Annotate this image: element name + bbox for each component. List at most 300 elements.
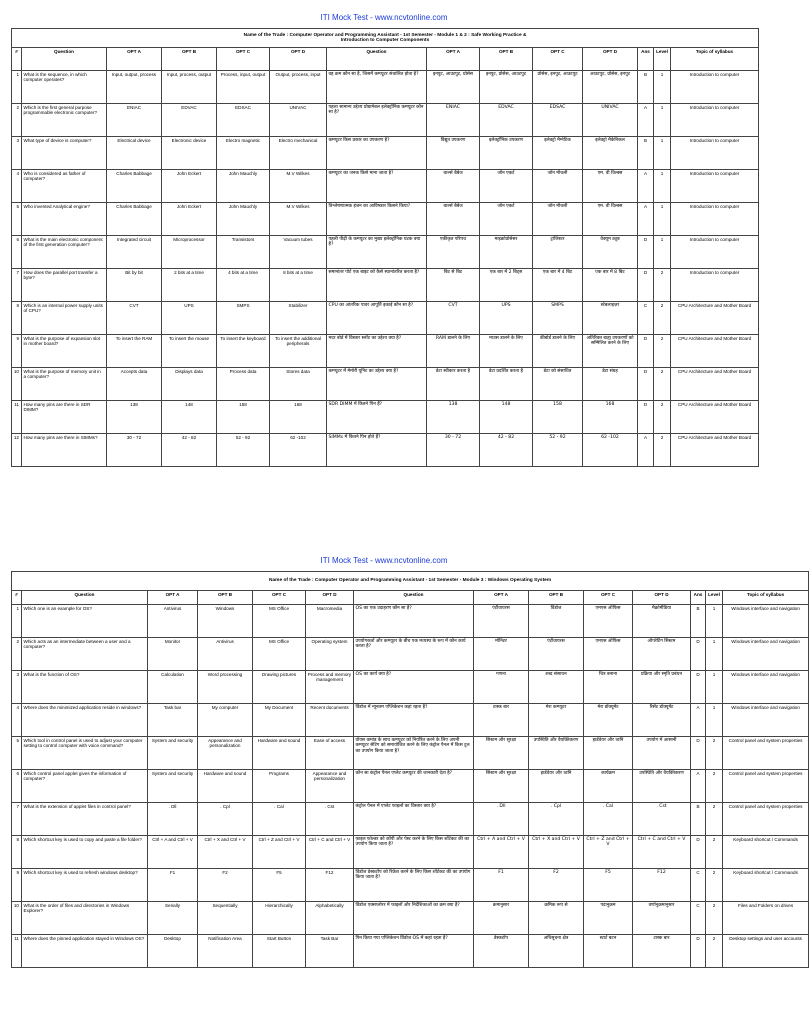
table-cell: 4 bits at a time xyxy=(217,269,270,302)
table-cell: How does the parallel port transfer a byte? xyxy=(22,269,107,302)
table-row xyxy=(12,935,809,968)
table-row xyxy=(12,704,809,737)
table-cell: 2 xyxy=(654,368,671,401)
table-cell: 10 xyxy=(12,368,22,401)
table-cell: ENIAC xyxy=(427,104,480,137)
table-cell: OS का एक उदाहरण कौन सा है? xyxy=(354,605,474,638)
table-cell: प्रोसेस, इनपुट, आउटपुट xyxy=(533,71,583,104)
table-cell: F5 xyxy=(253,869,306,902)
table-row xyxy=(12,104,759,137)
column-header: OPT C xyxy=(253,591,306,605)
table-cell: Antivirus xyxy=(148,605,198,638)
table-cell: What is the purpose of expansion slot in mother board? xyxy=(22,335,107,368)
table-cell: विंडोज एक्सप्लोरर में फाइलों और निर्देशिकाओं का क्रम क्या है? xyxy=(354,902,474,935)
table-cell: Alphabetically xyxy=(306,902,354,935)
table-cell: Windows interface and navigation xyxy=(723,638,809,671)
table-cell: C xyxy=(691,902,706,935)
table-cell: Calculation xyxy=(148,671,198,704)
table-cell: D xyxy=(638,335,654,368)
table-cell: Desktop settings and user accounts xyxy=(723,935,809,968)
table-cell: जॉन मौचली xyxy=(533,170,583,203)
table-cell: D xyxy=(691,638,706,671)
table-cell: Introduction to computer xyxy=(671,269,759,302)
table-cell: CVT xyxy=(107,302,162,335)
table-cell: What is the main electronic component of the first generation computer? xyxy=(22,236,107,269)
table-cell: Input, process, output xyxy=(162,71,217,104)
column-header: OPT B xyxy=(198,591,253,605)
table-cell: Windows interface and navigation xyxy=(723,671,809,704)
table-cell: 2 xyxy=(706,803,723,836)
table-row xyxy=(12,170,759,203)
table-cell: 2 bits at a time xyxy=(162,269,217,302)
table-cell: 2 xyxy=(706,737,723,770)
table-cell: 8 bits at a time xyxy=(270,269,327,302)
table-cell: Control panel and system properties xyxy=(723,803,809,836)
table-cell: Transistors xyxy=(217,236,270,269)
table-cell: 2 xyxy=(706,869,723,902)
header-row xyxy=(12,591,809,605)
table-cell: SMPS xyxy=(217,302,270,335)
column-header: Question xyxy=(354,591,474,605)
table-cell: 8 xyxy=(12,836,22,869)
table-cell: Process, input, output xyxy=(217,71,270,104)
table-cell: F12 xyxy=(633,869,691,902)
table-cell: उपयोग में आसानी xyxy=(633,737,691,770)
table-cell: Task bar xyxy=(148,704,198,737)
table-cell: Introduction to computer xyxy=(671,104,759,137)
table-cell: इनपुट, प्रोसेस, आउटपुट xyxy=(480,71,533,104)
table-cell: 11 xyxy=(12,935,22,968)
table-cell: 7 xyxy=(12,269,22,302)
table-cell: Introduction to computer xyxy=(671,236,759,269)
table-cell: 52 - 92 xyxy=(533,434,583,467)
table-cell: क्रमानुसार xyxy=(474,902,529,935)
table-cell: UNIVAC xyxy=(583,104,638,137)
table-cell: System and security xyxy=(148,770,198,803)
table-cell: Who is considered as father of computer? xyxy=(22,170,107,203)
table-cell: 1 xyxy=(706,638,723,671)
table-cell: . Cpl xyxy=(529,803,584,836)
column-header: OPT C xyxy=(533,48,583,71)
table-cell: 12 xyxy=(12,434,22,467)
table-cell: Which is an internal power supply units of CPU? xyxy=(22,302,107,335)
table-cell: माइक्रोप्रोसेसर xyxy=(480,236,533,269)
table-cell: Introduction to computer xyxy=(671,203,759,236)
table-cell: B xyxy=(638,71,654,104)
table-cell: To insert the keyboard xyxy=(217,335,270,368)
table-row xyxy=(12,236,759,269)
table-cell: एम. वी विल्क्स xyxy=(583,170,638,203)
table-cell: 4 xyxy=(12,704,22,737)
table-cell: . Cst xyxy=(633,803,691,836)
table-cell: Ctrl + Z and Ctrl + V xyxy=(253,836,306,869)
table-cell: Windows interface and navigation xyxy=(723,605,809,638)
column-header: Question xyxy=(327,48,427,71)
table-cell: What is the sequence, in which computer operates? xyxy=(22,71,107,104)
table-cell: 2 xyxy=(706,770,723,803)
table-cell: वैक्यूम ट्यूब xyxy=(583,236,638,269)
table-cell: Desktop xyxy=(148,935,198,968)
table-cell: 42 - 82 xyxy=(162,434,217,467)
table-cell: Which shortcut key is used to copy and paste a file folder? xyxy=(22,836,148,869)
table-cell: Monitor xyxy=(148,638,198,671)
table-cell: CPU Architecture and Mother Board xyxy=(671,401,759,434)
table-cell: रिसेंट डॉक्यूमेंट xyxy=(633,704,691,737)
table-cell: 42 - 82 xyxy=(480,434,533,467)
table-cell: OS का कार्य क्या है? xyxy=(354,671,474,704)
table-cell: कीबोर्ड डालने के लिए xyxy=(533,335,583,368)
table-cell: Notification Area xyxy=(198,935,253,968)
table-cell: इलेक्ट्रॉनिक उपकरण xyxy=(480,137,533,170)
table-cell: Vacuum tubes xyxy=(270,236,327,269)
table-cell: . Cal xyxy=(253,803,306,836)
table-cell: Which shortcut key is used to refresh windows desktop? xyxy=(22,869,148,902)
table-cell: Ctrl + C and Ctrl + V xyxy=(633,836,691,869)
table-cell: How many pins are there in SIMMs? xyxy=(22,434,107,467)
table-row xyxy=(12,401,759,434)
table-cell: Charles Babbage xyxy=(107,170,162,203)
table-cell: System and security xyxy=(148,737,198,770)
table-row xyxy=(12,869,809,902)
table-cell: 9 xyxy=(12,869,22,902)
table-cell: EDVAC xyxy=(162,104,217,137)
table-cell: SDR DIMM में कितने पिन हैं? xyxy=(327,401,427,434)
table-cell: उपस्थिति और वैयक्तिकरण xyxy=(529,737,584,770)
table-cell: Microprocessor xyxy=(162,236,217,269)
table-cell: 3 xyxy=(12,137,22,170)
table-cell: पहली पीढ़ी के कम्प्यूटर का मुख्य इलेक्ट्रॉनिक घटक क्या है? xyxy=(327,236,427,269)
table-cell: मदर बोर्ड में विस्तार स्लॉट का उद्देश्य क्या है? xyxy=(327,335,427,368)
table-cell: जॉन एकर्ट xyxy=(480,170,533,203)
table-cell: विंडोज xyxy=(529,605,584,638)
table-cell: . Dll xyxy=(474,803,529,836)
table-cell: CPU का आंतरिक पावर आपूर्ति इकाई कौन सा है? xyxy=(327,302,427,335)
table-cell: D xyxy=(638,368,654,401)
column-header: Level xyxy=(706,591,723,605)
table-cell: F2 xyxy=(198,869,253,902)
table-cell: C xyxy=(638,302,654,335)
table-cell: एंटीवायरस xyxy=(474,605,529,638)
table-cell: 2 xyxy=(12,638,22,671)
table-cell: कम्प्यूटर का जनक किसे माना जाता है? xyxy=(327,170,427,203)
table-cell: Hardware and sound xyxy=(253,737,306,770)
table-row xyxy=(12,638,809,671)
column-header: OPT D xyxy=(633,591,691,605)
table-cell: MS Office xyxy=(253,605,306,638)
table-cell: पिन किया गया एप्लिकेशन विंडोज OS में कहां रहता है? xyxy=(354,935,474,968)
table-row xyxy=(12,803,809,836)
column-header: OPT C xyxy=(584,591,633,605)
table-cell: M.V Wilkes xyxy=(270,170,327,203)
table-cell: Introduction to computer xyxy=(671,170,759,203)
table-cell: 62 -102 xyxy=(270,434,327,467)
table-cell: 9 xyxy=(12,335,22,368)
table-cell: CPU Architecture and Mother Board xyxy=(671,335,759,368)
table-row xyxy=(12,71,759,104)
table-cell: 7 xyxy=(12,803,22,836)
header-row xyxy=(12,48,759,71)
table-cell: My Document xyxy=(253,704,306,737)
mock-test-page-1 xyxy=(0,0,768,467)
table-cell: इलेक्ट्रो मैकेनिकल xyxy=(583,137,638,170)
table-row xyxy=(12,434,759,467)
table-cell: डेस्कटॉप xyxy=(474,935,529,968)
table-cell: 138 xyxy=(427,401,480,434)
table-cell: एक बार में 4 बिट xyxy=(533,269,583,302)
trade-caption xyxy=(12,29,759,48)
table-cell: C xyxy=(691,869,706,902)
table-cell: CPU Architecture and Mother Board xyxy=(671,302,759,335)
table-cell: कौन सा कंट्रोल पैनल एप्लेट कम्प्यूटर की जानकारी देता है? xyxy=(354,770,474,803)
column-header: Topic of syllabus xyxy=(671,48,759,71)
table-cell: 8 xyxy=(12,302,22,335)
table-cell: Process data xyxy=(217,368,270,401)
table-cell: D xyxy=(638,236,654,269)
table-row xyxy=(12,902,809,935)
table-cell: 11 xyxy=(12,401,22,434)
table-cell: प्रक्रिया और स्मृति प्रबंधन xyxy=(633,671,691,704)
table-cell: CPU Architecture and Mother Board xyxy=(671,434,759,467)
table-cell: Which one is an example for OS? xyxy=(22,605,148,638)
table-cell: वॉयस कमांड के साथ कम्प्यूटर को नियंत्रित करने के लिए अपनी कम्प्यूटर सेटिंग को समायोजित करने के लिए कंट्रोल पैनल में किस टूल का उपयोग किया जाता है? xyxy=(354,737,474,770)
table-row xyxy=(12,137,759,170)
column-header: OPT D xyxy=(583,48,638,71)
table-cell: Accepts data xyxy=(107,368,162,401)
table-cell: What type of device is computer? xyxy=(22,137,107,170)
table-cell: सिस्टम और सुरक्षा xyxy=(474,770,529,803)
table-cell: 168 xyxy=(270,401,327,434)
table-cell: 2 xyxy=(12,104,22,137)
table-row xyxy=(12,770,809,803)
table-cell: 1 xyxy=(654,137,671,170)
table-cell: A xyxy=(691,704,706,737)
column-header: Topic of syllabus xyxy=(723,591,809,605)
table-row xyxy=(12,368,759,401)
table-cell: Ease of access xyxy=(306,737,354,770)
column-header: OPT A xyxy=(107,48,162,71)
table-cell: A xyxy=(638,434,654,467)
table-cell: Word processing xyxy=(198,671,253,704)
table-cell: फ़ाइल फ़ोल्डर को कॉपी और पेस्ट करने के लिए किस शॉर्टकट की का उपयोग किया जाता है? xyxy=(354,836,474,869)
table-row xyxy=(12,203,759,236)
table-cell: Drawing pictures xyxy=(253,671,306,704)
table-cell: गणना xyxy=(474,671,529,704)
table-row xyxy=(12,269,759,302)
column-header: Question xyxy=(22,591,148,605)
table-cell: 52 - 92 xyxy=(217,434,270,467)
table-cell: पहला सामान्य उद्देश्य प्रोग्रामेबल इलेक्ट्रॉनिक कम्प्यूटर कौन सा है? xyxy=(327,104,427,137)
table-cell: 1 xyxy=(654,104,671,137)
table-cell: Control panel and system properties xyxy=(723,737,809,770)
table-cell: सिस्टम और सुरक्षा xyxy=(474,737,529,770)
table-cell: Who invented Analytical engine? xyxy=(22,203,107,236)
table-cell: 30 - 72 xyxy=(427,434,480,467)
table-cell: मॉनिटर xyxy=(474,638,529,671)
table-cell: क्रमिक रूप से xyxy=(529,902,584,935)
table-cell: टास्क बार xyxy=(474,704,529,737)
table-cell: How many pins are there in SDR DIMM? xyxy=(22,401,107,434)
table-cell: Recent documents xyxy=(306,704,354,737)
table-cell: Electro magnetic xyxy=(217,137,270,170)
table-cell: स्टेबलाइज़र xyxy=(583,302,638,335)
table-cell: F12 xyxy=(306,869,354,902)
table-cell: 158 xyxy=(533,401,583,434)
table-cell: Ctrl + C and Ctrl + V xyxy=(306,836,354,869)
table-cell: उपस्थिति और वैयक्तिकरण xyxy=(633,770,691,803)
table-cell: विंडोज डेस्कटॉप को रिफ्रेश करने के लिए किस शॉर्टकट की का उपयोग किया जाता है? xyxy=(354,869,474,902)
table-cell: जॉन मौचली xyxy=(533,203,583,236)
table-cell: SIMMs में कितने पिन होते हैं? xyxy=(327,434,427,467)
table-cell: विद्युत उपकरण xyxy=(427,137,480,170)
column-header: OPT A xyxy=(148,591,198,605)
column-header: OPT B xyxy=(480,48,533,71)
table-cell: Electro mechanical xyxy=(270,137,327,170)
table-cell: 4 xyxy=(12,170,22,203)
table-cell: What is the purpose of memory unit in a computer? xyxy=(22,368,107,401)
table-cell: डेटा संग्रह xyxy=(583,368,638,401)
table-cell: M.V Wilkes xyxy=(270,203,327,236)
table-cell: समानांतर पोर्ट एक बाइट को कैसे स्थानांतरित करता है? xyxy=(327,269,427,302)
table-cell: EDSAC xyxy=(533,104,583,137)
table-cell: हार्डवेयर और ध्वनि xyxy=(529,770,584,803)
table-cell: चित्र बनाना xyxy=(584,671,633,704)
table-cell: Appearance and personalization xyxy=(306,770,354,803)
table-cell: To insert the additional peripherals xyxy=(270,335,327,368)
table-cell: मेरा डॉक्यूमेंट xyxy=(584,704,633,737)
table-cell: स्टार्ट बटन xyxy=(584,935,633,968)
table-cell: ट्रांजिस्टर xyxy=(533,236,583,269)
table-cell: विश्लेषणात्मक इंजन का आविष्कार किसने किया? xyxy=(327,203,427,236)
table-cell: My computer xyxy=(198,704,253,737)
table-cell: 138 xyxy=(107,401,162,434)
table-cell: पदानुक्रम xyxy=(584,902,633,935)
table-cell: 30 - 72 xyxy=(107,434,162,467)
table-cell: UNIVAC xyxy=(270,104,327,137)
table-cell: Which tool in control panel is used to adjust your computer setting to control computer with voice command? xyxy=(22,737,148,770)
column-header: Ans xyxy=(638,48,654,71)
table-cell: Ctrl + X and Ctrl + V xyxy=(198,836,253,869)
table-cell: D xyxy=(691,671,706,704)
table-cell: 2 xyxy=(706,935,723,968)
mock-test-page-2 xyxy=(0,548,803,968)
table-cell: Windows xyxy=(198,605,253,638)
table-cell: 1 xyxy=(654,170,671,203)
table-cell: 1 xyxy=(706,605,723,638)
table-cell: ऑपरेटिंग सिस्टम xyxy=(633,638,691,671)
table-cell: Start Button xyxy=(253,935,306,968)
question-table xyxy=(11,28,759,467)
table-cell: EDSAC xyxy=(217,104,270,137)
table-cell: 148 xyxy=(162,401,217,434)
table-cell: F1 xyxy=(474,869,529,902)
table-cell: माउस डालने के लिए xyxy=(480,335,533,368)
table-row xyxy=(12,302,759,335)
table-cell: Which is the first general purpose programmable electronic computer? xyxy=(22,104,107,137)
table-cell: 5 xyxy=(12,203,22,236)
table-cell: Macromedia xyxy=(306,605,354,638)
table-cell: Introduction to computer xyxy=(671,71,759,104)
table-cell: एकीकृत परिपथ xyxy=(427,236,480,269)
table-cell: RAM डालने के लिए xyxy=(427,335,480,368)
table-cell: 6 xyxy=(12,770,22,803)
table-cell: बिट से बिट xyxy=(427,269,480,302)
table-cell: Appearance and personalization xyxy=(198,737,253,770)
table-cell: 2 xyxy=(706,902,723,935)
table-cell: Where does the minimized application reside in windows? xyxy=(22,704,148,737)
table-cell: F5 xyxy=(584,869,633,902)
table-cell: मेरा कम्प्यूटर xyxy=(529,704,584,737)
table-cell: जॉन एकर्ट xyxy=(480,203,533,236)
table-cell: B xyxy=(691,605,706,638)
table-cell: वह क्रम कौन सा है, जिसमें कम्प्यूटर संचालित होता है? xyxy=(327,71,427,104)
table-cell: Keyboard shortcut / Commands xyxy=(723,836,809,869)
table-cell: John Eckert xyxy=(162,170,217,203)
table-cell: D xyxy=(691,737,706,770)
table-cell: अधिसूचना क्षेत्र xyxy=(529,935,584,968)
table-row xyxy=(12,335,759,368)
table-cell: 1 xyxy=(706,671,723,704)
table-cell: Where does the pinned application stayed in Windows OS? xyxy=(22,935,148,968)
trade-caption-line: Name of the Trade : Computer Operator and Programming Assistant - 1st Semester - Module 1 & 2 : Safe Working Practice & xyxy=(243,32,527,38)
table-cell: शब्द संसाधन xyxy=(529,671,584,704)
table-cell: D xyxy=(638,401,654,434)
table-cell: Ctrl + A and Ctrl + V xyxy=(474,836,529,869)
trade-caption xyxy=(12,572,809,591)
table-cell: D xyxy=(691,836,706,869)
table-cell: मैक्रोमीडिया xyxy=(633,605,691,638)
table-cell: Introduction to computer xyxy=(671,137,759,170)
table-cell: UPS xyxy=(162,302,217,335)
column-header: OPT D xyxy=(306,591,354,605)
table-cell: To insert the RAM xyxy=(107,335,162,368)
table-cell: Bit by bit xyxy=(107,269,162,302)
table-cell: 2 xyxy=(654,335,671,368)
table-cell: एक बार में 2 बिट्स xyxy=(480,269,533,302)
table-cell: Which acts as an intermediate between a user and a computer? xyxy=(22,638,148,671)
table-cell: Control panel and system properties xyxy=(723,770,809,803)
table-cell: F1 xyxy=(148,869,198,902)
table-cell: F2 xyxy=(529,869,584,902)
table-cell: Stabilizer xyxy=(270,302,327,335)
table-cell: ENIAC xyxy=(107,104,162,137)
table-cell: 1 xyxy=(654,71,671,104)
table-cell: एमएस ऑफिस xyxy=(584,638,633,671)
column-header: # xyxy=(12,591,22,605)
table-cell: To insert the mouse xyxy=(162,335,217,368)
table-cell: हार्डवेयर और ध्वनि xyxy=(584,737,633,770)
table-cell: A xyxy=(691,770,706,803)
column-header: Question xyxy=(22,48,107,71)
table-cell: Task Bar xyxy=(306,935,354,968)
site-title: ITI Mock Test - www.ncvtonline.com xyxy=(320,13,448,22)
column-header: OPT B xyxy=(529,591,584,605)
table-cell: 1 xyxy=(12,71,22,104)
table-cell: इनपुट, आउटपुट, प्रोसेस xyxy=(427,71,480,104)
table-cell: विंडोज में न्यूनतम एप्लिकेशन कहां रहता है? xyxy=(354,704,474,737)
table-cell: 2 xyxy=(654,269,671,302)
table-cell: उपयोगकर्ता और कम्प्यूटर के बीच एक मध्यस्थ के रूप में कौन कार्य करता है? xyxy=(354,638,474,671)
table-cell: Process and memory management xyxy=(306,671,354,704)
table-cell: Which control panel applet gives the information of computer? xyxy=(22,770,148,803)
table-cell: 6 xyxy=(12,236,22,269)
table-cell: B xyxy=(638,137,654,170)
table-cell: D xyxy=(638,269,654,302)
table-cell: What is the order of files and directories in Windows Explorer? xyxy=(22,902,148,935)
table-cell: एक बार में 8 बिट xyxy=(583,269,638,302)
table-cell: एमएस ऑफिस xyxy=(584,605,633,638)
trade-caption-line: Introduction to Computer Components xyxy=(340,38,430,43)
table-cell: A xyxy=(638,203,654,236)
